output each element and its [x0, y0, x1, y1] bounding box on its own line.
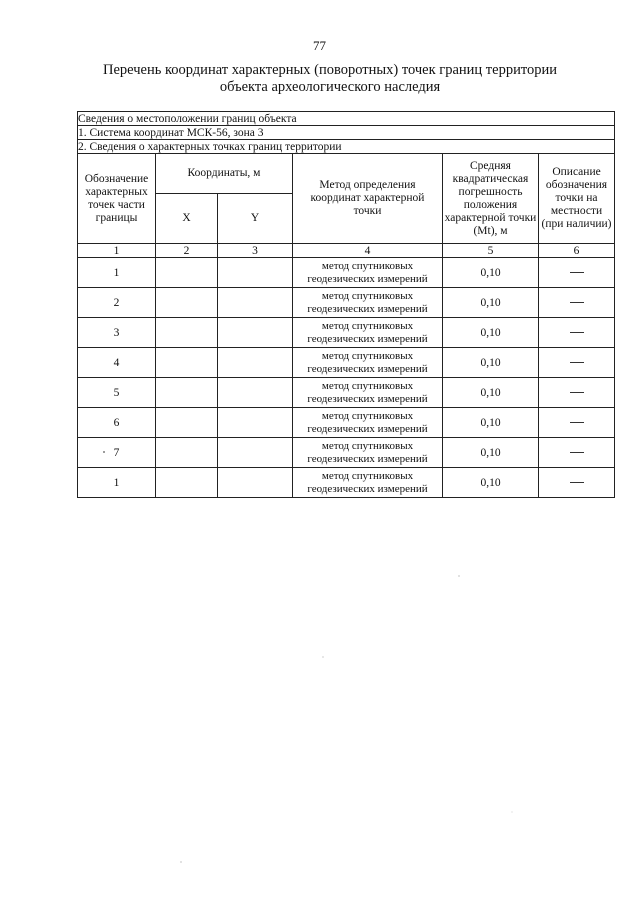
title-line-2: объекта археологического наследия	[219, 79, 441, 95]
description-cell	[539, 318, 615, 348]
section-row-points	[78, 140, 615, 154]
dash-mark	[570, 272, 584, 273]
method-cell: метод спутниковых геодезических измерений	[293, 438, 443, 468]
boundary-points-table	[77, 111, 615, 498]
table-row	[78, 468, 615, 498]
description-cell	[539, 288, 615, 318]
title-line-1: Перечень координат характерных (поворотных) точек границ территории	[102, 62, 558, 78]
header-coordinates: Координаты, м	[156, 154, 293, 194]
column-number: 1	[78, 244, 156, 258]
column-number: 3	[218, 244, 293, 258]
method-cell: метод спутниковых геодезических измерений	[293, 318, 443, 348]
table-row	[78, 408, 615, 438]
column-number-row	[78, 244, 615, 258]
error-cell: 0,10	[443, 288, 539, 318]
x-coordinate-cell	[156, 408, 218, 438]
description-cell	[539, 408, 615, 438]
error-cell: 0,10	[443, 258, 539, 288]
document-title	[60, 62, 600, 96]
description-cell	[539, 468, 615, 498]
method-cell: метод спутниковых геодезических измерений	[293, 378, 443, 408]
point-cell: 2	[78, 288, 156, 318]
dash-mark	[570, 302, 584, 303]
y-coordinate-cell	[218, 378, 293, 408]
x-coordinate-cell	[156, 288, 218, 318]
table-row	[78, 318, 615, 348]
y-coordinate-cell	[218, 258, 293, 288]
point-cell: 5	[78, 378, 156, 408]
column-number: 4	[293, 244, 443, 258]
scan-speck	[512, 812, 513, 813]
table-row	[78, 258, 615, 288]
y-coordinate-cell	[218, 348, 293, 378]
table-row	[78, 288, 615, 318]
page-number: 77	[313, 38, 326, 53]
method-cell: метод спутниковых геодезических измерений	[293, 288, 443, 318]
table-row	[78, 348, 615, 378]
point-cell: 3	[78, 318, 156, 348]
header-designation: Обозначение характерных точек части границы	[78, 154, 156, 244]
column-number: 5	[443, 244, 539, 258]
y-coordinate-cell	[218, 468, 293, 498]
x-coordinate-cell	[156, 468, 218, 498]
point-cell: 1	[78, 468, 156, 498]
header-method: Метод определения координат характерной точки	[293, 154, 443, 244]
section-row-location	[78, 112, 615, 126]
point-cell: 1	[78, 258, 156, 288]
x-coordinate-cell	[156, 258, 218, 288]
header-row-top	[78, 154, 615, 194]
dash-mark	[570, 332, 584, 333]
error-cell: 0,10	[443, 348, 539, 378]
section-row-coordinate-system	[78, 126, 615, 140]
dash-mark	[570, 422, 584, 423]
header-x: X	[156, 194, 218, 244]
section-points-label: 2. Сведения о характерных точках границ территории	[78, 140, 615, 154]
point-cell: 7	[78, 438, 156, 468]
method-cell: метод спутниковых геодезических измерений	[293, 468, 443, 498]
x-coordinate-cell	[156, 438, 218, 468]
y-coordinate-cell	[218, 408, 293, 438]
dash-mark	[570, 482, 584, 483]
point-cell: 4	[78, 348, 156, 378]
x-coordinate-cell	[156, 348, 218, 378]
description-cell	[539, 438, 615, 468]
header-error: Средняя квадратическая погрешность положения характерной точки (Mt), м	[443, 154, 539, 244]
y-coordinate-cell	[218, 288, 293, 318]
method-cell: метод спутниковых геодезических измерений	[293, 348, 443, 378]
section-coordinate-system-label: 1. Система координат МСК-56, зона 3	[78, 126, 615, 140]
error-cell: 0,10	[443, 438, 539, 468]
error-cell: 0,10	[443, 468, 539, 498]
error-cell: 0,10	[443, 408, 539, 438]
scan-speck	[180, 861, 181, 862]
dash-mark	[570, 392, 584, 393]
description-cell	[539, 258, 615, 288]
y-coordinate-cell	[218, 318, 293, 348]
y-coordinate-cell	[218, 438, 293, 468]
error-cell: 0,10	[443, 318, 539, 348]
header-description: Описание обозначения точки на местности (при наличии)	[539, 154, 615, 244]
column-number: 6	[539, 244, 615, 258]
x-coordinate-cell	[156, 378, 218, 408]
x-coordinate-cell	[156, 318, 218, 348]
dash-mark	[570, 362, 584, 363]
method-cell: метод спутниковых геодезических измерений	[293, 258, 443, 288]
dash-mark	[570, 452, 584, 453]
column-number: 2	[156, 244, 218, 258]
point-cell: 6	[78, 408, 156, 438]
table-row	[78, 438, 615, 468]
error-cell: 0,10	[443, 378, 539, 408]
scan-speck	[458, 575, 459, 576]
description-cell	[539, 378, 615, 408]
header-y: Y	[218, 194, 293, 244]
description-cell	[539, 348, 615, 378]
scan-speck	[322, 656, 323, 657]
method-cell: метод спутниковых геодезических измерений	[293, 408, 443, 438]
section-location-label: Сведения о местоположении границ объекта	[78, 112, 615, 126]
table-row	[78, 378, 615, 408]
